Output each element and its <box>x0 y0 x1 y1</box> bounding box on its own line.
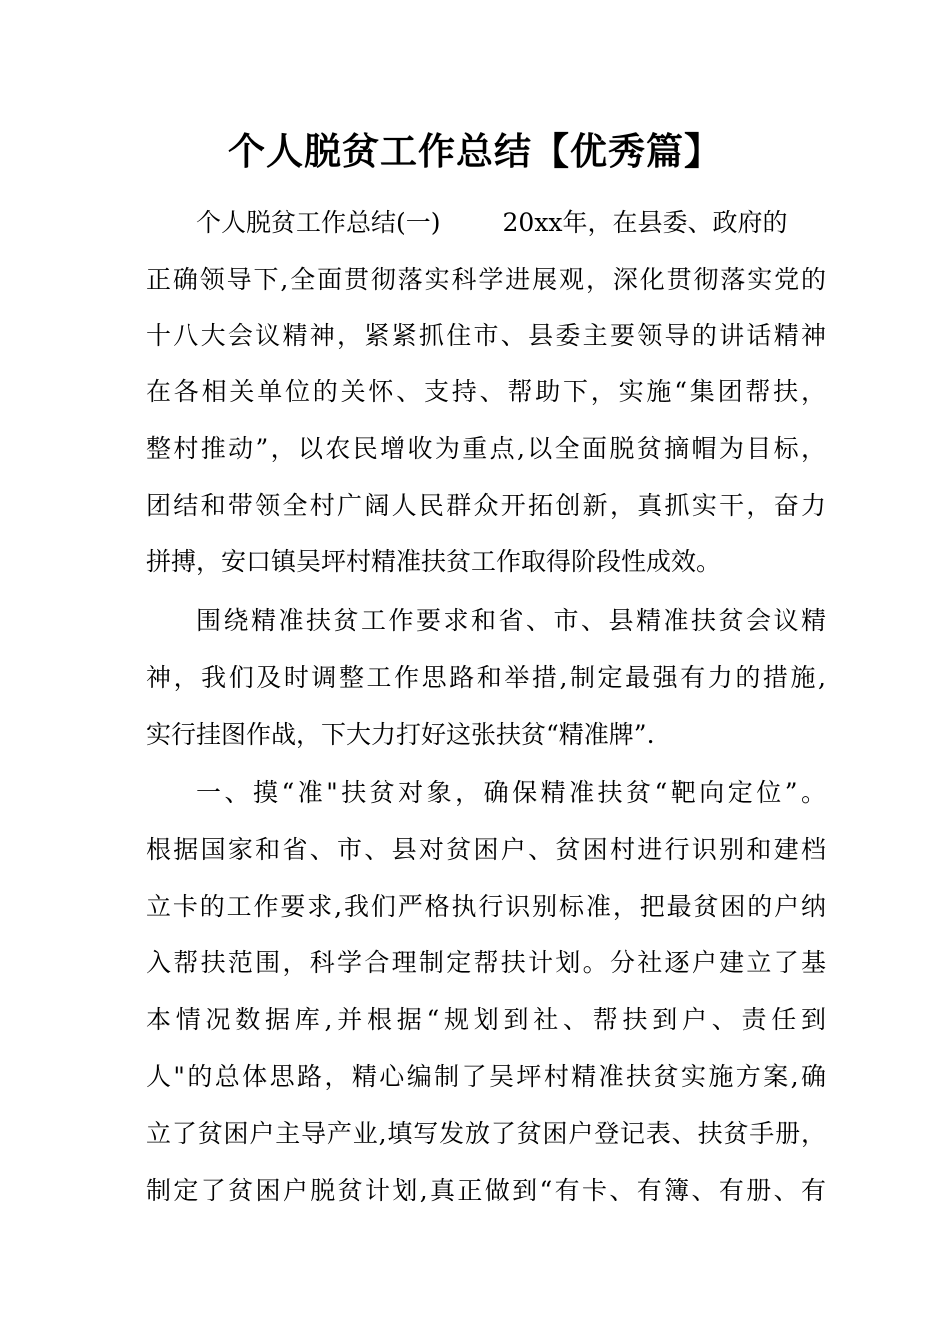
paragraph-3-line-6: 人"的总体思路，精心编制了吴坪村精准扶贫实施方案,确 <box>146 1062 826 1091</box>
paragraph-2-line-3: 实行挂图作战，下大力打好这张扶贫“精准牌”. <box>146 720 655 749</box>
paragraph-1-line-7: 拼搏，安口镇吴坪村精准扶贫工作取得阶段性成效。 <box>146 547 722 576</box>
paragraph-1-line-1 <box>196 203 826 243</box>
paragraph-text: 20xx年，在县委、政府的 <box>502 208 788 237</box>
paragraph-3-line-1: 一、摸“准"扶贫对象，确保精准扶贫“靶向定位”。 <box>196 778 826 807</box>
paragraph-1-line-3: 十八大会议精神，紧紧抓住市、县委主要领导的讲话精神 <box>146 321 826 350</box>
section-heading-inline: 个人脱贫工作总结(一) <box>196 208 441 237</box>
paragraph-3-line-5: 本情况数据库,并根据“规划到社、帮扶到户、责任到 <box>146 1005 826 1034</box>
paragraph-3-line-3: 立卡的工作要求,我们严格执行识别标准，把最贫困的户纳 <box>146 892 826 921</box>
paragraph-3-line-4: 入帮扶范围，科学合理制定帮扶计划。分社逐户建立了基 <box>146 948 826 977</box>
paragraph-2-line-1: 围绕精准扶贫工作要求和省、市、县精准扶贫会议精 <box>196 606 826 635</box>
paragraph-3-line-7: 立了贫困户主导产业,填写发放了贫困户登记表、扶贫手册， <box>146 1119 826 1148</box>
paragraph-1-line-2: 正确领导下,全面贯彻落实科学进展观，深化贯彻落实党的 <box>146 265 826 294</box>
paragraph-1-line-6: 团结和带领全村广阔人民群众开拓创新，真抓实干，奋力 <box>146 491 826 520</box>
paragraph-2-line-2: 神，我们及时调整工作思路和举措,制定最强有力的措施, <box>146 663 826 692</box>
document-title: 个人脱贫工作总结【优秀篇】 <box>228 130 722 173</box>
paragraph-1-line-4: 在各相关单位的关怀、支持、帮助下，实施“集团帮扶， <box>146 377 826 406</box>
paragraph-3-line-8: 制定了贫困户脱贫计划,真正做到“有卡、有簿、有册、有 <box>146 1176 826 1205</box>
paragraph-1-line-5: 整村推动”，以农民增收为重点,以全面脱贫摘帽为目标， <box>146 434 826 463</box>
paragraph-3-line-2: 根据国家和省、市、县对贫困户、贫困村进行识别和建档 <box>146 835 826 864</box>
